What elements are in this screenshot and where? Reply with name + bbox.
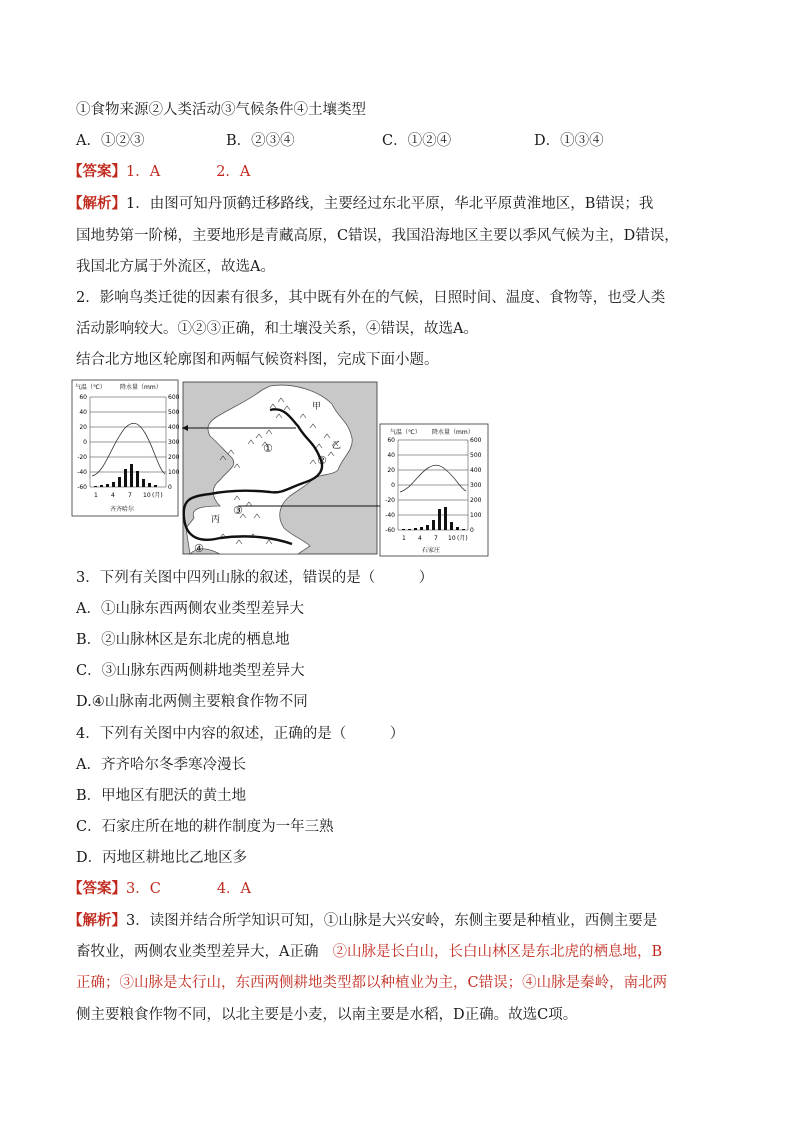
precip-tick: 0 — [168, 484, 172, 491]
q4-option-d: D．丙地区耕地比乙地区多 — [76, 850, 248, 866]
mountain-4: ④ — [194, 542, 204, 555]
temp-tick: -60 — [385, 527, 395, 534]
month-tick: 7 — [128, 492, 132, 499]
precip-label: 降水量（mm） — [432, 429, 474, 436]
month-tick: (月) — [152, 492, 163, 499]
analysis-line — [68, 194, 653, 214]
answer-block-1 — [68, 162, 250, 182]
answer-block-2 — [68, 879, 251, 899]
option-d: D．①③④ — [534, 133, 604, 149]
temp-tick: 40 — [79, 409, 87, 416]
city-label: 石家庄 — [422, 547, 441, 554]
temp-tick: 20 — [79, 424, 87, 431]
answer-text-1: 1．A — [126, 164, 161, 180]
analysis-text: 1．由图可知丹顶鹤迁移路线，主要经过东北平原，华北平原黄淮地区，B错误；我 — [126, 196, 654, 212]
answer-tag: 【答案】 — [68, 880, 126, 897]
temp-tick: 0 — [83, 439, 87, 446]
answer-text-2: 2．A — [216, 164, 251, 180]
precip-tick: 400 — [470, 467, 482, 474]
temp-tick: -40 — [77, 469, 87, 476]
question-4-stem: 4．下列有关图中内容的叙述，正确的是（ ） — [76, 726, 405, 742]
region-jia: 甲 — [312, 402, 322, 412]
right-climate-chart — [380, 424, 488, 556]
temp-tick: 20 — [387, 467, 395, 474]
q3-option-a: A．①山脉东西两侧农业类型差异大 — [76, 601, 304, 617]
month-tick: 7 — [434, 535, 438, 542]
month-tick: 1 — [94, 492, 98, 499]
question-3-stem: 3．下列有关图中四列山脉的叙述，错误的是（ ） — [76, 570, 434, 586]
analysis-line: 正确；③山脉是太行山，东西两侧耕地类型都以种植业为主，C错误；④山脉是秦岭，南北两 — [76, 975, 668, 991]
analysis-line — [76, 942, 662, 962]
analysis-tag: 【解析】 — [68, 912, 126, 929]
temp-label: 气温（℃） — [75, 384, 106, 391]
analysis-line: 我国北方属于外流区，故选A。 — [76, 259, 275, 275]
precip-tick: 400 — [168, 424, 180, 431]
analysis-tag: 【解析】 — [68, 195, 126, 212]
precip-tick: 500 — [470, 452, 482, 459]
temp-label: 气温（℃） — [390, 429, 421, 436]
temp-tick: -40 — [385, 512, 395, 519]
precip-tick: 200 — [470, 497, 482, 504]
items-line: ①食物来源②人类活动③气候条件④土壤类型 — [76, 102, 366, 118]
analysis-line: 活动影响较大。①②③正确，和土壤没关系，④错误，故选A。 — [76, 321, 478, 337]
q3-option-d: D.④山脉南北两侧主要粮食作物不同 — [76, 694, 308, 710]
answer-text-4: 4．A — [216, 881, 252, 897]
precip-label: 降水量（mm） — [120, 384, 162, 391]
precip-tick: 100 — [168, 469, 180, 476]
analysis-text: 3．读图并结合所学知识可知，①山脉是大兴安岭，东侧主要是种植业，西侧主要是 — [126, 913, 658, 929]
city-label: 齐齐哈尔 — [110, 506, 135, 513]
mountain-1: ① — [263, 442, 273, 455]
mountain-2: ② — [317, 454, 327, 467]
option-a: A．①②③ — [76, 133, 145, 149]
option-c: C．①②④ — [382, 133, 452, 149]
mountain-3: ③ — [233, 504, 243, 517]
temp-tick: 40 — [387, 452, 395, 459]
left-climate-chart — [72, 380, 180, 516]
temp-tick: -20 — [385, 497, 395, 504]
temp-tick: -60 — [77, 484, 87, 491]
figure-intro: 结合北方地区轮廓图和两幅气候资料图，完成下面小题。 — [76, 352, 439, 368]
month-tick: 4 — [111, 492, 115, 499]
region-bing: 丙 — [211, 515, 221, 525]
analysis-text: 畜牧业，两侧农业类型差异大，A正确 — [76, 944, 319, 960]
temp-tick: 60 — [387, 437, 395, 444]
precip-tick: 600 — [168, 394, 180, 401]
analysis-line: 国地势第一阶梯，主要地形是青藏高原，C错误，我国沿海地区主要以季风气候为主，D错误， — [76, 228, 679, 244]
north-china-map — [182, 382, 388, 555]
analysis-line: 2．影响鸟类迁徙的因素有很多，其中既有外在的气候，日照时间、温度、食物等，也受人类 — [76, 290, 666, 306]
option-b: B．②③④ — [226, 133, 295, 149]
month-tick: 10 — [448, 535, 456, 542]
q4-option-c: C．石家庄所在地的耕作制度为一年三熟 — [76, 819, 334, 835]
q3-option-c: C．③山脉东西两侧耕地类型差异大 — [76, 663, 305, 679]
precip-tick: 200 — [168, 454, 180, 461]
precip-tick: 500 — [168, 409, 180, 416]
map-figure — [70, 378, 490, 558]
q3-option-b: B．②山脉林区是东北虎的栖息地 — [76, 632, 290, 648]
precip-tick: 0 — [470, 527, 474, 534]
q4-option-a: A．齐齐哈尔冬季寒冷漫长 — [76, 757, 246, 773]
temp-tick: 0 — [391, 482, 395, 489]
region-yi: 乙 — [332, 441, 342, 451]
month-tick: 1 — [402, 535, 406, 542]
precip-tick: 600 — [470, 437, 482, 444]
analysis-text-red: ②山脉是长白山，长白山林区是东北虎的栖息地，B — [332, 944, 663, 960]
precip-tick: 300 — [470, 482, 482, 489]
month-tick: 4 — [418, 535, 422, 542]
answer-tag: 【答案】 — [68, 163, 126, 180]
temp-tick: 60 — [79, 394, 87, 401]
analysis-line — [68, 911, 657, 931]
temp-tick: -20 — [77, 454, 87, 461]
q4-option-b: B．甲地区有肥沃的黄土地 — [76, 788, 247, 804]
month-tick: (月) — [457, 535, 468, 542]
month-tick: 10 — [143, 492, 151, 499]
precip-tick: 100 — [470, 512, 482, 519]
analysis-line: 侧主要粮食作物不同，以北主要是小麦，以南主要是水稻，D正确。故选C项。 — [76, 1007, 578, 1023]
precip-tick: 300 — [168, 439, 180, 446]
answer-text-3: 3．C — [126, 881, 161, 897]
